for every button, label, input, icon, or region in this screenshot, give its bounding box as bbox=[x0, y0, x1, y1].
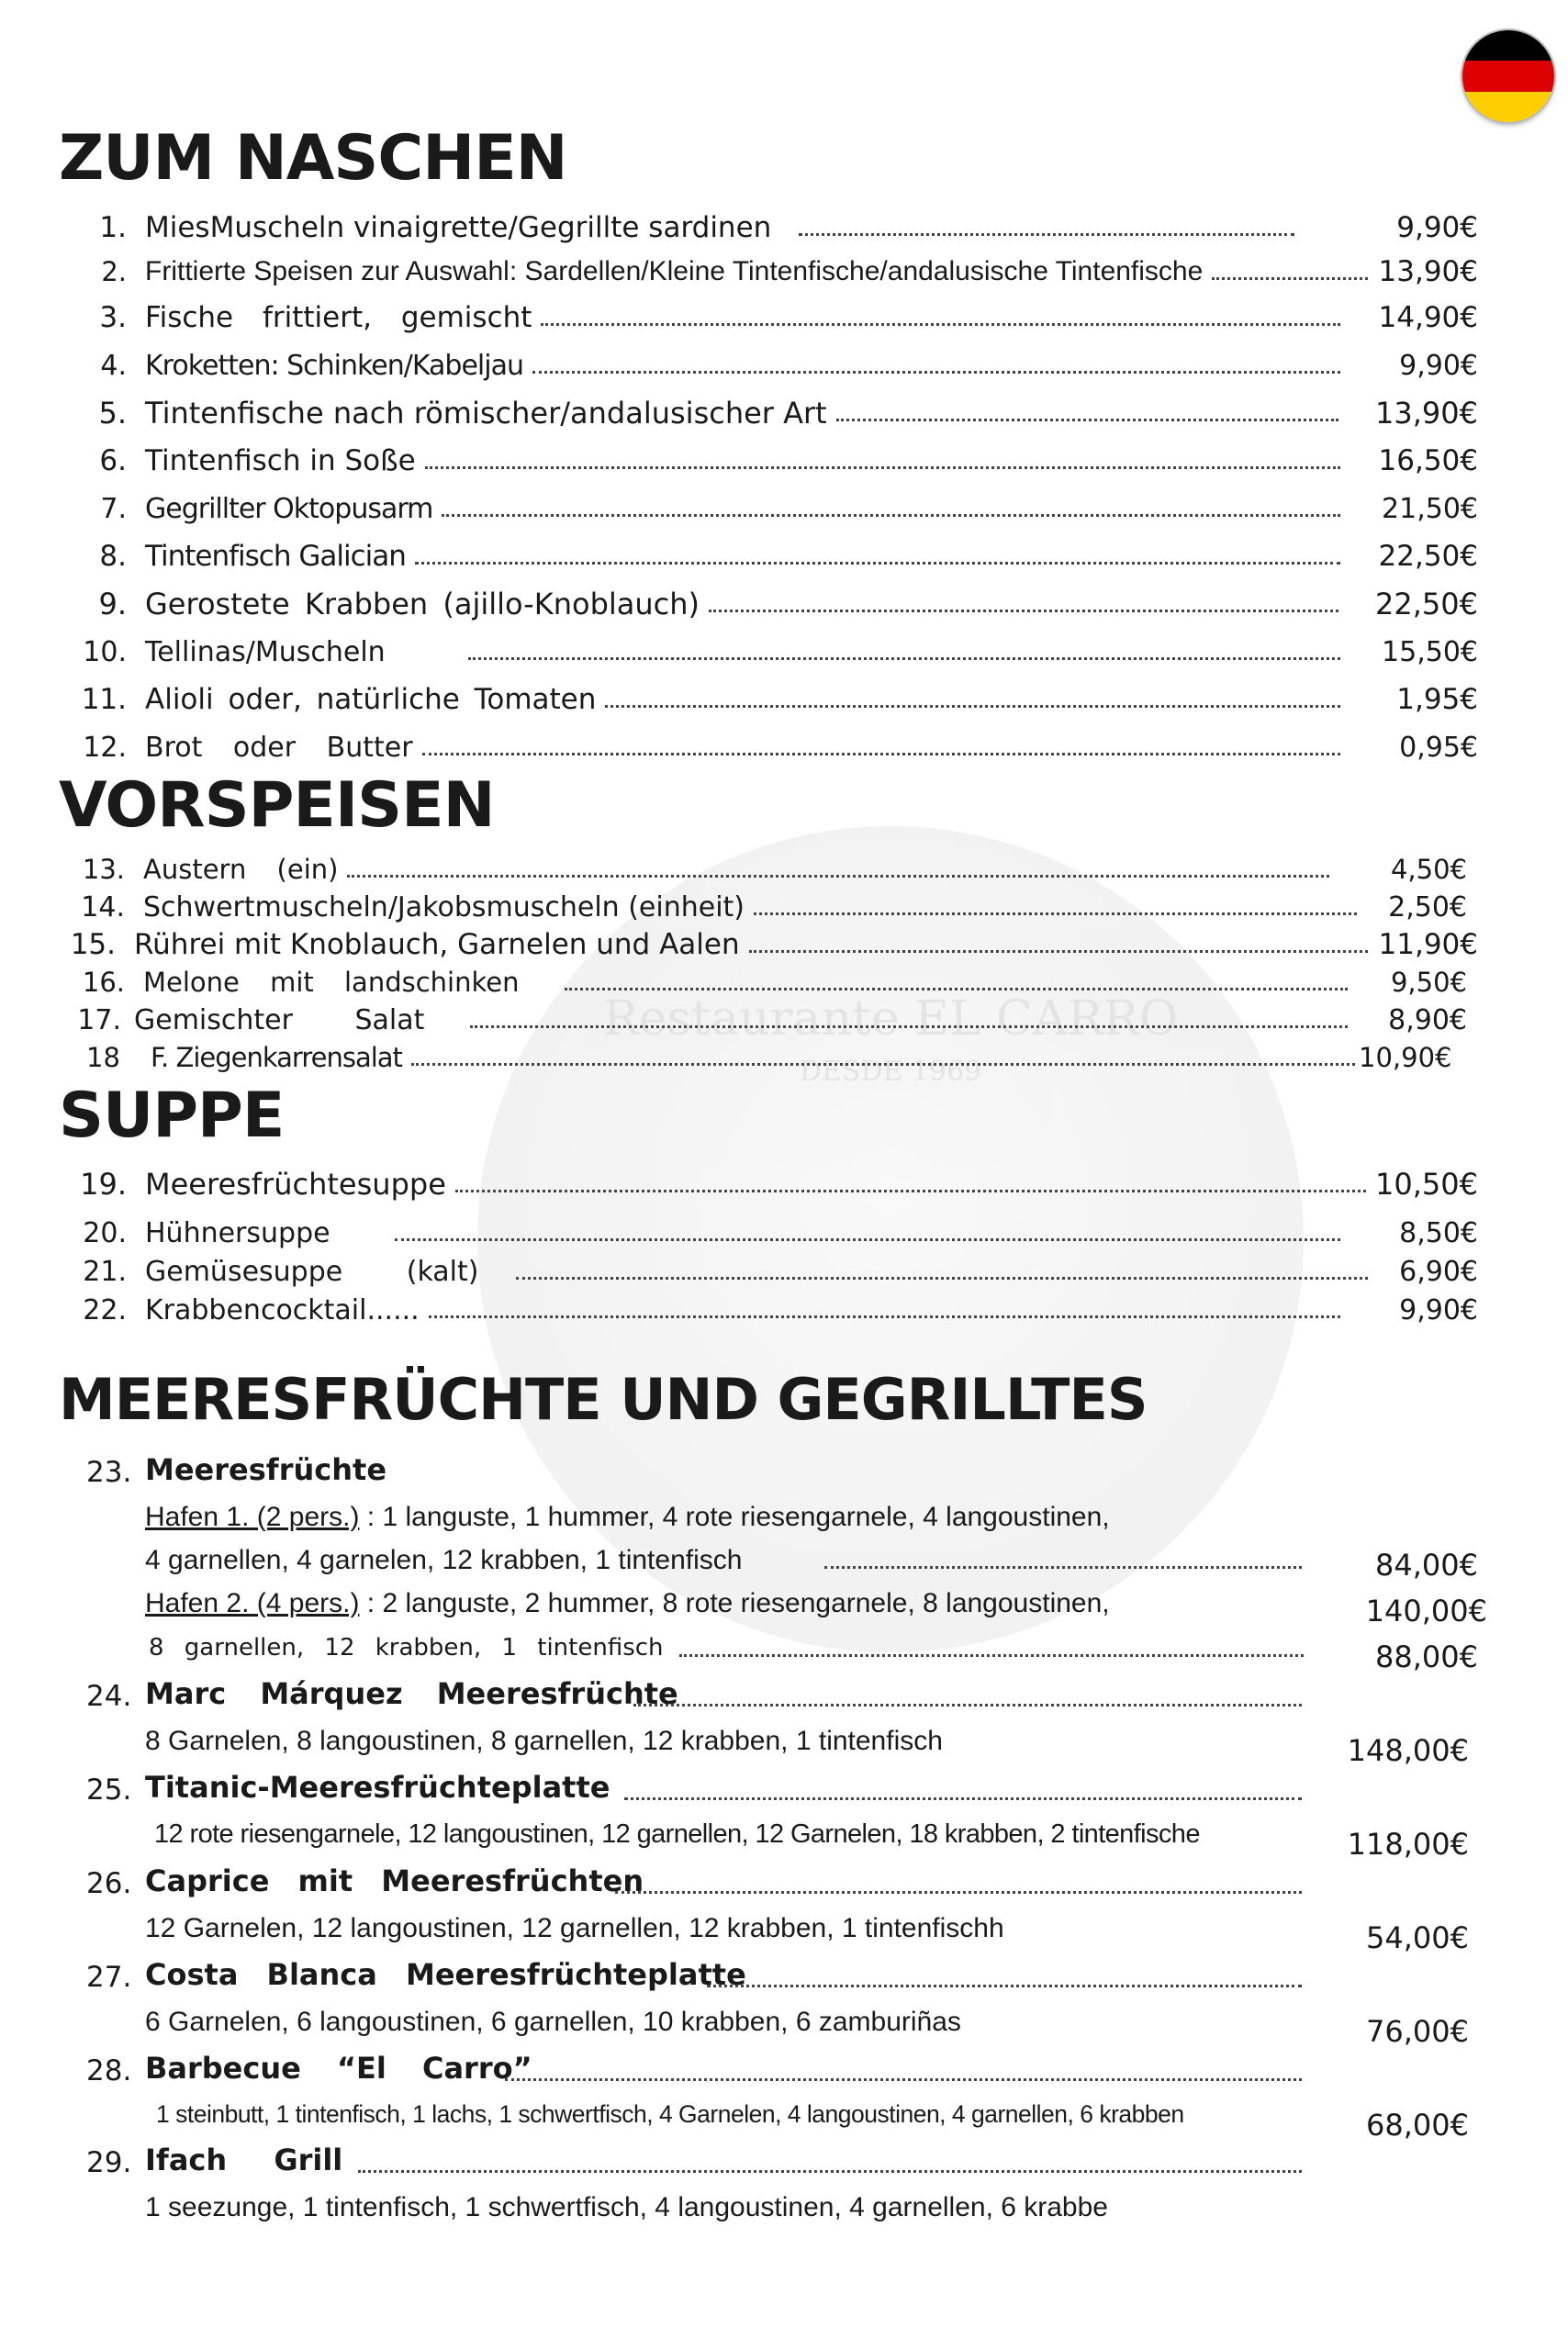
item-number: 26. bbox=[86, 1867, 132, 1900]
item-number: 28. bbox=[86, 2054, 132, 2087]
flag-red-stripe bbox=[1462, 61, 1554, 91]
item-name: Hühnersuppe bbox=[145, 1216, 330, 1249]
item-description bbox=[145, 1502, 1110, 1533]
item-name: Rührei mit Knoblauch, Garnelen und Aalen bbox=[134, 928, 740, 961]
item-number: 1. bbox=[99, 211, 127, 244]
item-name: Titanic-Meeresfrüchteplatte bbox=[145, 1770, 610, 1805]
item-number: 19. bbox=[80, 1167, 127, 1202]
item-price: 10,50€ bbox=[1375, 1167, 1478, 1202]
item-number: 22. bbox=[83, 1293, 127, 1326]
item-price: 140,00€ bbox=[1365, 1594, 1487, 1628]
item-number: 29. bbox=[86, 2146, 132, 2179]
item-number: 13. bbox=[82, 854, 125, 885]
item-number: 17. bbox=[77, 1003, 121, 1036]
menu-item bbox=[73, 1214, 1478, 1251]
item-name: Tintenfisch in Soße bbox=[145, 444, 416, 477]
item-name: Gerostete Krabben (ajillo-Knoblauch) bbox=[145, 587, 700, 621]
leader-dots bbox=[358, 2170, 1302, 2173]
item-number: 4. bbox=[100, 349, 127, 382]
item-number: 27. bbox=[86, 1961, 132, 1994]
menu-item bbox=[73, 395, 1478, 431]
item-price: 84,00€ bbox=[1375, 1548, 1478, 1583]
item-number: 16. bbox=[82, 967, 125, 998]
item-number: 21. bbox=[83, 1255, 127, 1288]
leader-dots bbox=[605, 705, 1340, 708]
item-description: 1 seezunge, 1 tintenfisch, 1 schwertfisch, 4 langoustinen, 4 garnellen, 6 krabbe bbox=[145, 2192, 1108, 2222]
leader-dots bbox=[505, 2078, 1302, 2081]
item-name: Schwertmuscheln/Jakobsmuscheln (einheit) bbox=[143, 890, 745, 923]
item-number: 25. bbox=[86, 1774, 132, 1807]
item-price: 21,50€ bbox=[1382, 492, 1478, 525]
item-price: 14,90€ bbox=[1378, 301, 1478, 334]
item-number: 6. bbox=[99, 444, 127, 477]
leader-dots bbox=[411, 1063, 1355, 1066]
item-price: 76,00€ bbox=[1366, 2014, 1469, 2049]
hafen3-line: 8 garnellen, 12 krabben, 1 tintenfisch bbox=[149, 1634, 664, 1662]
item-price: 4,50€ bbox=[1390, 854, 1467, 885]
flag-black-stripe bbox=[1462, 30, 1554, 61]
leader-dots bbox=[824, 1566, 1302, 1569]
item-number: 14. bbox=[81, 890, 125, 923]
item-name: Caprice mit Meeresfrüchten bbox=[145, 1863, 644, 1898]
menu-item bbox=[73, 633, 1478, 670]
item-price: 9,50€ bbox=[1390, 967, 1467, 998]
leader-dots bbox=[415, 562, 1340, 565]
leader-dots bbox=[422, 753, 1340, 755]
leader-dots bbox=[541, 323, 1340, 326]
item-number: 3. bbox=[99, 301, 127, 334]
item-price: 8,90€ bbox=[1388, 1003, 1467, 1036]
item-description bbox=[145, 1588, 1110, 1619]
menu-item bbox=[72, 889, 1467, 925]
item-price: 68,00€ bbox=[1366, 2108, 1469, 2143]
item-price: 0,95€ bbox=[1399, 731, 1478, 764]
item-price: 8,50€ bbox=[1399, 1216, 1478, 1249]
item-name: F. Ziegenkarrensalat bbox=[151, 1042, 402, 1073]
item-number: 24. bbox=[86, 1680, 132, 1713]
item-name: Brot oder Butter bbox=[145, 731, 413, 764]
item-name: Krabbencocktail...... bbox=[145, 1293, 420, 1326]
germany-flag-icon[interactable] bbox=[1462, 30, 1554, 122]
menu-item bbox=[73, 586, 1478, 622]
item-number: 7. bbox=[100, 492, 127, 525]
item-name: Gemüsesuppe (kalt) bbox=[145, 1255, 479, 1288]
menu-item bbox=[73, 490, 1478, 527]
item-description: 1 steinbutt, 1 tintenfisch, 1 lachs, 1 schwertfisch, 4 Garnelen, 4 langoustinen, 4 garnellen, 6 krabben bbox=[156, 2100, 1184, 2128]
leader-dots bbox=[633, 1704, 1302, 1707]
leader-dots bbox=[470, 1025, 1348, 1028]
item-price: 9,90€ bbox=[1399, 1293, 1478, 1326]
leader-dots bbox=[425, 466, 1340, 469]
leader-dots bbox=[442, 514, 1340, 517]
item-number: 12. bbox=[83, 731, 127, 764]
item-name: Meeresfrüchte bbox=[145, 1452, 387, 1487]
item-name: Tellinas/Muscheln bbox=[145, 635, 386, 668]
menu-item bbox=[73, 681, 1478, 718]
item-price: 118,00€ bbox=[1347, 1827, 1469, 1862]
item-name: Alioli oder, natürliche Tomaten bbox=[145, 683, 597, 716]
menu-item bbox=[73, 253, 1478, 290]
menu-item bbox=[73, 347, 1478, 384]
menu-item bbox=[73, 1253, 1478, 1290]
item-price: 13,90€ bbox=[1378, 255, 1478, 288]
item-name: Tintenfische nach römischer/andalusischer Art bbox=[145, 396, 827, 431]
item-price: 148,00€ bbox=[1347, 1733, 1469, 1768]
item-price: 9,90€ bbox=[1399, 349, 1478, 382]
menu-item bbox=[55, 1039, 1460, 1076]
item-number: 5. bbox=[98, 396, 127, 431]
menu-item bbox=[73, 442, 1478, 479]
leader-dots bbox=[516, 1277, 1369, 1280]
leader-dots bbox=[836, 419, 1338, 421]
leader-dots bbox=[1212, 277, 1368, 280]
leader-dots bbox=[395, 1238, 1340, 1241]
item-price: 1,95€ bbox=[1396, 683, 1478, 716]
item-number: 2. bbox=[101, 256, 127, 287]
item-number: 18 bbox=[86, 1042, 120, 1073]
leader-dots bbox=[749, 950, 1368, 953]
section-title-meeresfruechte: MEERESFRÜCHTE UND GEGRILLTES bbox=[59, 1366, 1148, 1433]
menu-item bbox=[73, 209, 1478, 246]
menu-item bbox=[73, 729, 1478, 766]
leader-dots bbox=[565, 988, 1348, 990]
item-number: 20. bbox=[83, 1216, 127, 1249]
item-description: 8 Garnelen, 8 langoustinen, 8 garnellen, 12 krabben, 1 tintenfisch bbox=[145, 1726, 943, 1756]
section-title-suppe: SUPPE bbox=[59, 1080, 285, 1152]
item-number: 15. bbox=[70, 928, 116, 961]
watermark-subtext: DESDE 1969 bbox=[799, 1056, 982, 1088]
item-name: Barbecue “El Carro” bbox=[145, 2051, 532, 2086]
menu-item bbox=[62, 926, 1478, 963]
item-number: 10. bbox=[83, 635, 127, 668]
menu-item bbox=[72, 964, 1467, 1001]
leader-dots bbox=[532, 371, 1340, 374]
item-price: 22,50€ bbox=[1375, 587, 1478, 621]
item-name: MiesMuscheln vinaigrette/Gegrillte sardinen bbox=[145, 211, 772, 244]
item-price: 16,50€ bbox=[1378, 444, 1478, 477]
flag-gold-stripe bbox=[1462, 92, 1554, 122]
item-description: 12 rote riesengarnele, 12 langoustinen, 12 garnellen, 12 Garnelen, 18 krabben, 2 tintenfische bbox=[154, 1819, 1200, 1849]
item-name: Melone mit landschinken bbox=[143, 967, 520, 998]
section-title-naschen: ZUM NASCHEN bbox=[59, 122, 567, 195]
item-description: 12 Garnelen, 12 langoustinen, 12 garnellen, 12 krabben, 1 tintenfischh bbox=[145, 1913, 1004, 1943]
leader-dots bbox=[754, 912, 1357, 915]
menu-item bbox=[66, 1002, 1467, 1038]
item-price: 54,00€ bbox=[1366, 1920, 1469, 1955]
item-name: Ifach Grill bbox=[145, 2143, 343, 2177]
item-number: 11. bbox=[81, 683, 127, 716]
menu-item bbox=[73, 1292, 1478, 1328]
item-name: Meeresfrüchtesuppe bbox=[145, 1167, 446, 1202]
item-price: 9,90€ bbox=[1396, 211, 1478, 244]
item-name: Gegrillter Oktopusarm bbox=[145, 492, 433, 525]
leader-dots bbox=[679, 1654, 1304, 1657]
item-name: Costa Blanca Meeresfrüchteplatte bbox=[145, 1957, 746, 1992]
leader-dots bbox=[799, 233, 1294, 236]
hafen1-line1: : 1 languste, 1 hummer, 4 rote riesengarnele, 4 langoustinen, bbox=[366, 1502, 1110, 1532]
menu-item bbox=[73, 538, 1478, 575]
leader-dots bbox=[615, 1891, 1302, 1894]
item-name: Gemischter Salat bbox=[134, 1003, 425, 1036]
item-name: Frittierte Speisen zur Auswahl: Sardellen/Kleine Tintenfische/andalusische Tintenfische bbox=[145, 256, 1204, 286]
item-name: Tintenfisch Galician bbox=[145, 540, 406, 573]
leader-dots bbox=[624, 1797, 1302, 1800]
hafen1-label: Hafen 1. (2 pers.) bbox=[145, 1502, 360, 1532]
item-name: Kroketten: Schinken/Kabeljau bbox=[145, 349, 523, 382]
leader-dots bbox=[709, 610, 1338, 612]
menu-item bbox=[73, 299, 1478, 336]
section-title-vorspeisen: VORSPEISEN bbox=[59, 769, 495, 842]
item-number: 8. bbox=[99, 540, 127, 573]
hafen1-line2: 4 garnellen, 4 garnelen, 12 krabben, 1 tintenfisch bbox=[145, 1545, 743, 1575]
item-name: Marc Márquez Meeresfrüchte bbox=[145, 1676, 678, 1711]
leader-dots bbox=[347, 875, 1329, 878]
item-number: 23. bbox=[86, 1456, 132, 1489]
item-price: 10,90€ bbox=[1359, 1042, 1452, 1073]
item-price: 15,50€ bbox=[1382, 635, 1478, 668]
item-price: 6,90€ bbox=[1399, 1255, 1478, 1288]
hafen2-line1: : 2 languste, 2 hummer, 8 rote riesengarnele, 8 langoustinen, bbox=[366, 1588, 1110, 1618]
menu-item bbox=[73, 1166, 1478, 1203]
item-price: 11,90€ bbox=[1378, 928, 1478, 961]
hafen2-label: Hafen 2. (4 pers.) bbox=[145, 1588, 360, 1618]
leader-dots bbox=[455, 1190, 1366, 1192]
item-description: 6 Garnelen, 6 langoustinen, 6 garnellen, 10 krabben, 6 zamburiñas bbox=[145, 2007, 961, 2037]
watermark-text: Restaurante EL CARRO bbox=[602, 991, 1179, 1046]
leader-dots bbox=[707, 1985, 1302, 1987]
leader-dots bbox=[468, 657, 1340, 660]
item-name: Austern (ein) bbox=[143, 854, 339, 885]
leader-dots bbox=[429, 1315, 1340, 1318]
item-name: Fische frittiert, gemischt bbox=[145, 301, 532, 334]
item-number: 9. bbox=[98, 587, 127, 621]
menu-item bbox=[72, 851, 1467, 888]
item-price: 22,50€ bbox=[1378, 540, 1478, 573]
item-price: 88,00€ bbox=[1375, 1639, 1478, 1674]
item-price: 13,90€ bbox=[1375, 396, 1478, 431]
item-price: 2,50€ bbox=[1388, 890, 1467, 923]
